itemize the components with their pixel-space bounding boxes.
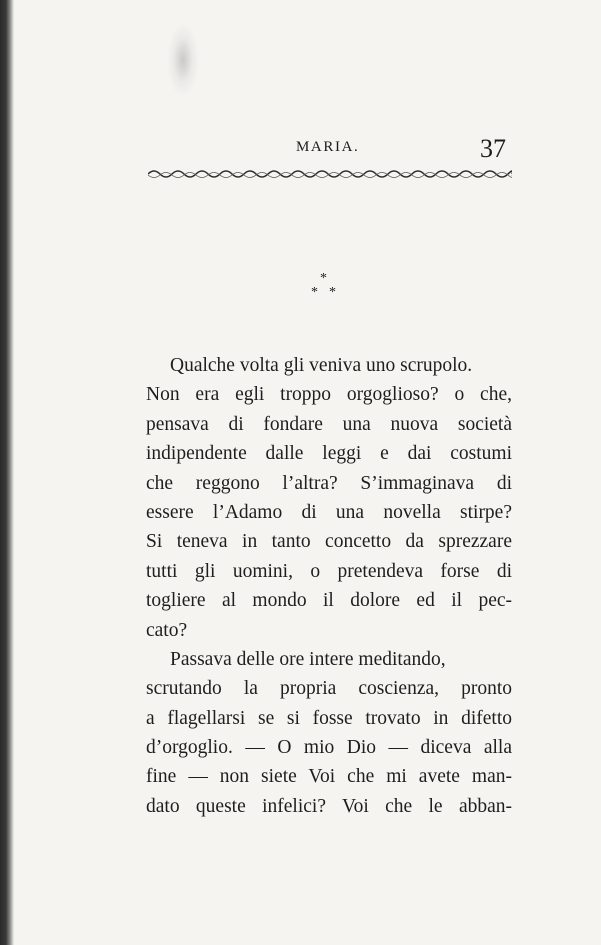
text-line: fine — non siete Voi che mi avete man- <box>146 766 512 788</box>
text-line: tutti gli uomini, o pretendeva forse di <box>146 560 512 582</box>
running-title: MARIA. <box>296 139 360 155</box>
asterism-divider <box>306 272 346 306</box>
asterism-star: * <box>329 285 336 300</box>
text-line: indipendente dalle leggi e dai costumi <box>146 443 512 465</box>
text-line: scrutando la propria coscienza, pronto <box>146 678 512 700</box>
text-line: che reggono l’altra? S’immaginava di <box>146 472 512 494</box>
body-text <box>146 351 512 821</box>
text-line: Non era egli troppo orgoglioso? o che, <box>146 384 512 406</box>
page-number: 37 <box>480 134 506 163</box>
ornamental-rule <box>148 168 512 180</box>
text-line: Passava delle ore intere meditando, <box>170 648 446 670</box>
text-line: essere l’Adamo di una novella stirpe? <box>146 501 512 523</box>
text-line: dato queste infelici? Voi che le abban- <box>146 795 512 817</box>
ink-smudge <box>168 25 198 95</box>
text-line: a flagellarsi se si fosse trovato in difetto <box>146 707 512 729</box>
text-line: cato? <box>146 619 188 641</box>
text-line: Si teneva in tanto concetto da sprezzare <box>146 531 512 553</box>
asterism-star: * <box>320 271 327 286</box>
text-line: Qualche volta gli veniva uno scrupolo. <box>170 355 473 376</box>
text-line: pensava di fondare una nuova società <box>146 413 512 435</box>
text-line: togliere al mondo il dolore ed il pec- <box>146 590 512 612</box>
binding-edge <box>0 0 14 945</box>
asterism-star: * <box>311 285 318 300</box>
text-line: d’orgoglio. — O mio Dio — diceva alla <box>146 737 512 759</box>
